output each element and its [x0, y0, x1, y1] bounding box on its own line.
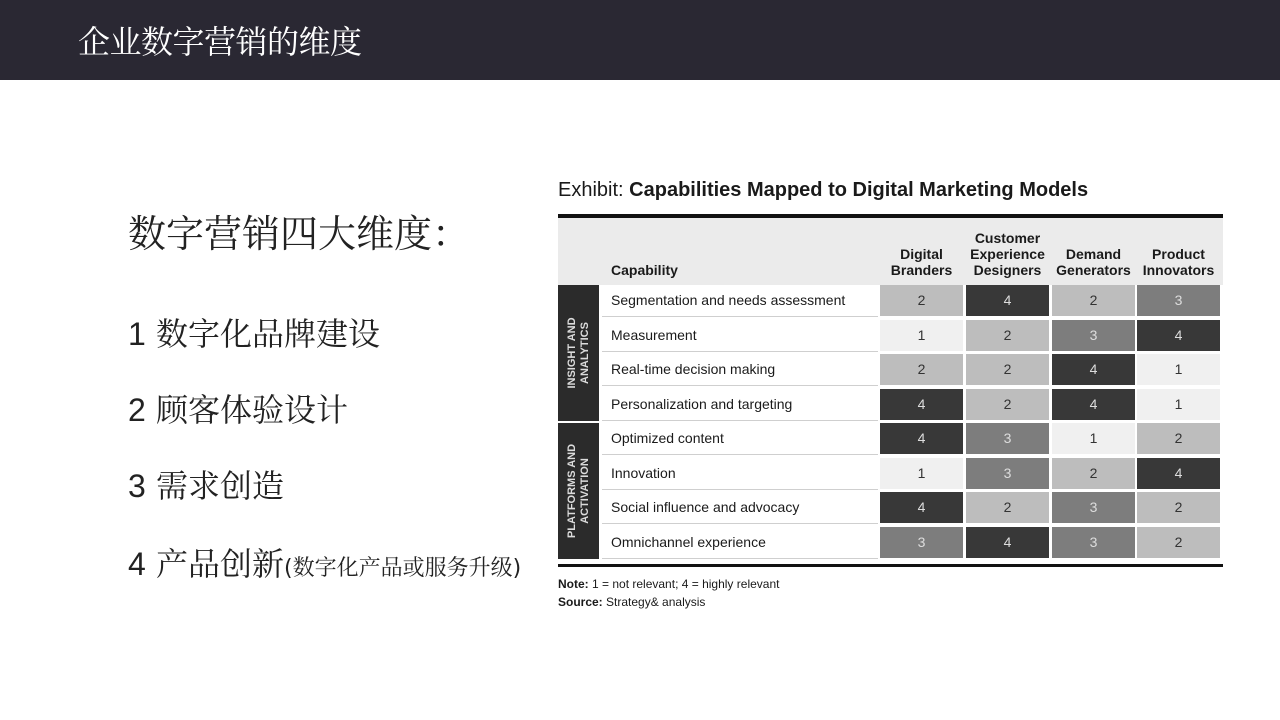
relevance-cell: 4	[966, 285, 1049, 316]
relevance-cell: 3	[966, 423, 1049, 454]
relevance-cell: 2	[880, 354, 963, 385]
relevance-cell: 4	[1137, 458, 1220, 489]
capability-label: Social influence and advocacy	[611, 499, 800, 515]
header-bar	[0, 0, 1280, 80]
relevance-cell: 3	[1052, 492, 1135, 523]
relevance-cell: 2	[1137, 492, 1220, 523]
relevance-cell: 4	[880, 423, 963, 454]
capability-label: Innovation	[611, 464, 676, 481]
exhibit-title	[558, 176, 1224, 204]
page-title: 企业数字营销的维度	[78, 23, 362, 61]
table-header	[558, 218, 1223, 285]
source-label: Source:	[558, 595, 603, 609]
dimension-number: 4	[128, 546, 146, 582]
relevance-cell: 4	[1052, 389, 1135, 420]
relevance-cell: 1	[1052, 423, 1135, 454]
dimension-text: 顾客体验设计	[155, 391, 348, 429]
relevance-cell: 4	[880, 492, 963, 523]
capability-column-header: Capability	[611, 262, 678, 278]
relevance-cell: 2	[966, 354, 1049, 385]
relevance-cell: 1	[880, 320, 963, 351]
capability-cell	[602, 389, 878, 421]
capability-cell	[602, 354, 878, 386]
relevance-cell: 3	[966, 458, 1049, 489]
model-column-header: Customer Experience Designers	[970, 230, 1045, 278]
relevance-cell: 4	[966, 527, 1049, 558]
capability-label: Measurement	[611, 326, 697, 343]
section-heading: 数字营销四大维度：	[128, 212, 471, 256]
table-source	[558, 595, 958, 609]
dimension-text: 产品创新	[155, 545, 284, 583]
relevance-cell: 3	[1137, 285, 1220, 316]
capabilities-table	[558, 214, 1223, 567]
capability-cell	[602, 492, 878, 524]
dimension-number: 2	[128, 392, 146, 428]
dimension-text: 数字化品牌建设	[155, 315, 380, 353]
dimension-number: 3	[128, 468, 146, 504]
relevance-cell: 4	[1052, 354, 1135, 385]
relevance-cell: 2	[966, 320, 1049, 351]
relevance-cell: 1	[1137, 389, 1220, 420]
relevance-cell: 2	[1137, 527, 1220, 558]
row-group-label	[558, 423, 599, 559]
capability-label: Real-time decision making	[611, 361, 776, 377]
exhibit-prefix: Exhibit:	[558, 179, 630, 201]
capability-label: Segmentation and needs assessment	[611, 292, 846, 308]
relevance-cell: 2	[1137, 423, 1220, 454]
dimension-item	[128, 388, 348, 432]
capability-cell	[602, 423, 878, 455]
row-group-text: INSIGHT AND ANALYTICS	[565, 317, 591, 389]
dimension-item	[128, 542, 521, 591]
relevance-cell: 3	[1052, 527, 1135, 558]
row-group-text: PLATFORMS AND ACTIVATION	[565, 443, 591, 539]
relevance-cell: 4	[880, 389, 963, 420]
capability-label: Personalization and targeting	[611, 395, 793, 412]
relevance-cell: 1	[1137, 354, 1220, 385]
exhibit-title-text: Capabilities Mapped to Digital Marketing Models	[629, 179, 1089, 201]
capability-cell	[602, 285, 878, 317]
capability-label: Optimized content	[611, 430, 724, 446]
relevance-cell: 2	[966, 389, 1049, 420]
table-note	[558, 577, 958, 591]
relevance-cell: 2	[1052, 285, 1135, 316]
note-label: Note:	[558, 577, 589, 591]
relevance-cell: 3	[880, 527, 963, 558]
relevance-cell: 1	[880, 458, 963, 489]
model-column-header: Digital Branders	[890, 246, 953, 278]
dimension-extra: (数字化产品或服务升级)	[283, 556, 522, 581]
capability-cell	[602, 527, 878, 559]
relevance-cell: 2	[1052, 458, 1135, 489]
source-text: Strategy& analysis	[602, 595, 706, 609]
dimension-text: 需求创造	[155, 467, 284, 505]
note-text: 1 = not relevant; 4 = highly relevant	[588, 577, 780, 591]
relevance-cell: 2	[880, 285, 963, 316]
capability-cell	[602, 320, 878, 352]
relevance-cell: 3	[1052, 320, 1135, 351]
capability-label: Omnichannel experience	[611, 533, 766, 550]
dimension-item	[128, 464, 284, 508]
relevance-cell: 4	[1137, 320, 1220, 351]
model-column-header: Product Innovators	[1142, 246, 1215, 278]
relevance-cell: 2	[966, 492, 1049, 523]
dimension-number: 1	[128, 316, 146, 352]
model-column-header: Demand Generators	[1056, 246, 1131, 278]
row-group-label	[558, 285, 599, 421]
dimension-item	[128, 312, 380, 356]
capability-cell	[602, 458, 878, 490]
